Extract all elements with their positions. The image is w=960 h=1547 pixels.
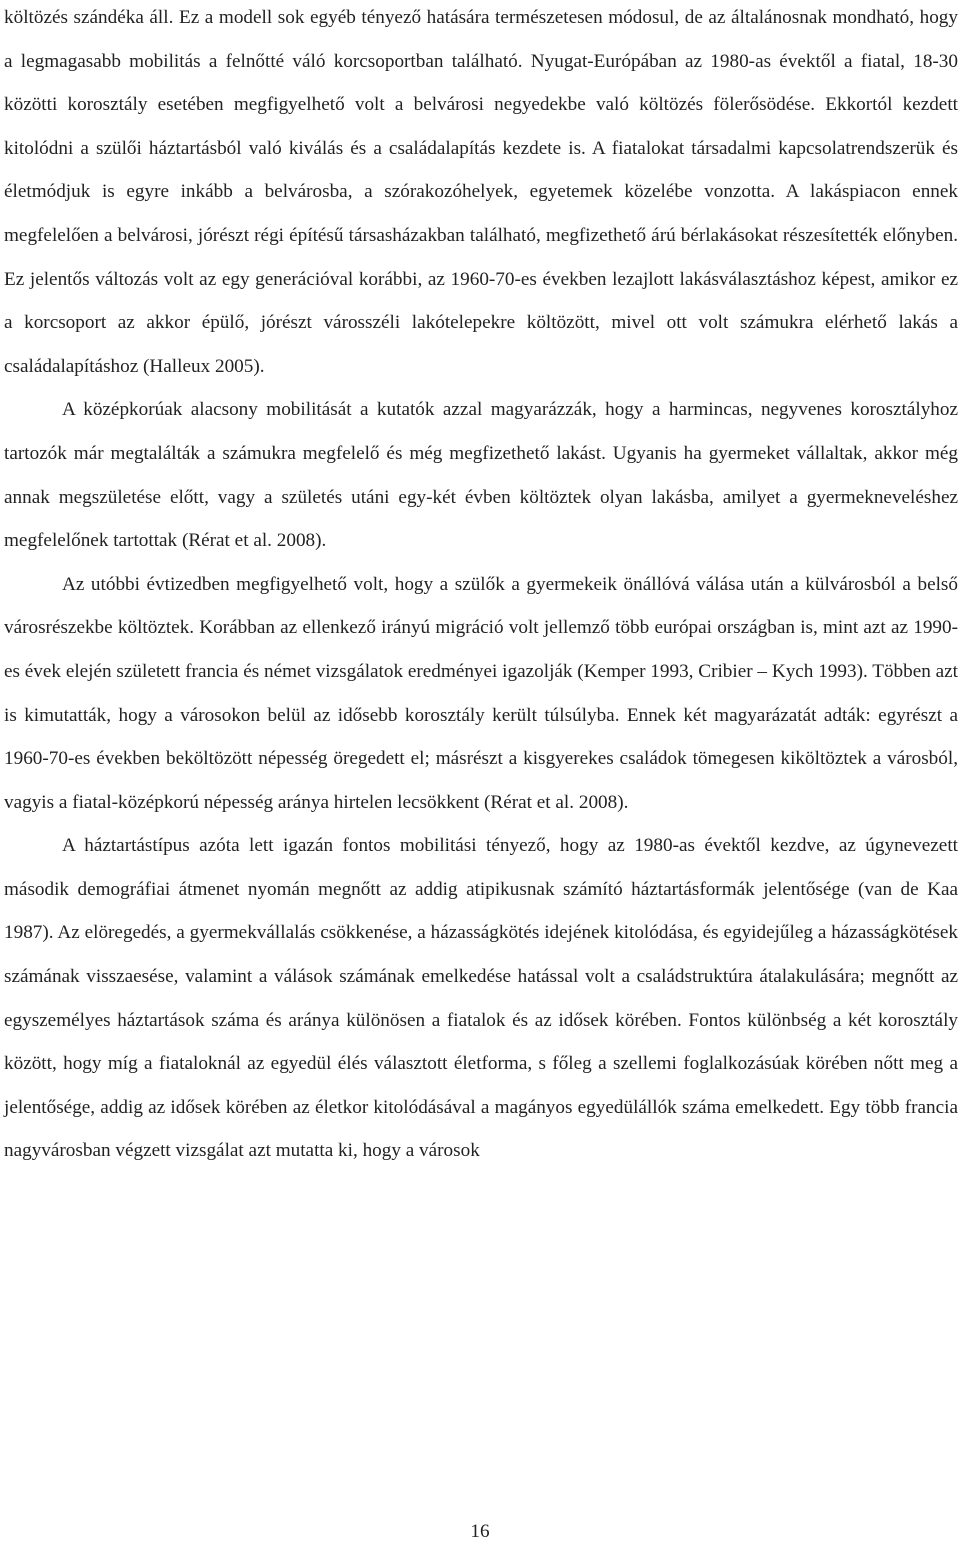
body-text [4,0,958,1173]
paragraph-4: A háztartástípus azóta lett igazán fontos mobilitási tényező, hogy az 1980-as évektől kezdve, az úgynevezett második demográfiai átmenet nyomán megnőtt az addig atipikusnak számító háztartásformák jelentősége (van de Kaa 1987). Az elöregedés, a gyermekvállalás csökkenése, a házasságkötés idejének kitolódása, és egyidejűleg a házasságkötések számának visszaesése, valamint a válások számának emelkedése hatással volt a családstruktúra átalakulására; megnőtt az egyszemélyes háztartások száma és aránya különösen a fiatalok és az idősek körében. Fontos különbség a két korosztály között, hogy míg a fiataloknál az egyedül élés választott életforma, s főleg a szellemi foglalkozásúak körében nőtt meg a jelentősége, addig az idősek körében az életkor kitolódásával a magányos egyedülállók száma emelkedett. Egy több francia nagyvárosban végzett vizsgálat azt mutatta ki, hogy a városok [4,835,958,1162]
paragraph-1: költözés szándéka áll. Ez a modell sok egyéb tényező hatására természetesen módosul, de az általánosnak mondható, hogy a legmagasabb mobilitás a felnőtté váló korcsoportban található. Nyugat-Európában az 1980-as évektől a fiatal, 18-30 közötti korosztály esetében megfigyelhető volt a belvárosi negyedekbe való költözés fölerősödése. Ekkortól kezdett kitolódni a szülői háztartásból való kiválás és a családalapítás kezdete is. A fiatalokat társadalmi kapcsolatrendszerük és életmódjuk is egyre inkább a belvárosba, a szórakozóhelyek, egyetemek közelébe vonzotta. A lakáspiacon ennek megfelelően a belvárosi, jórészt régi építésű társasházakban található, megfizethető árú bérlakásokat részesítették előnyben. Ez jelentős változás volt az egy generációval korábbi, az 1960-70-es években lezajlott lakásválasztáshoz képest, amikor ez a korcsoport az akkor épülő, jórészt városszéli lakótelepekre költözött, mivel ott volt számukra elérhető lakás a családalapításhoz (Halleux 2005). [4,7,958,377]
page-number: 16 [470,1521,490,1542]
paragraph-3: Az utóbbi évtizedben megfigyelhető volt, hogy a szülők a gyermekeik önállóvá válása után a külvárosból a belső városrészekbe költöztek. Korábban az ellenkező irányú migráció volt jellemző több európai országban is, mint azt az 1990-es évek elején született francia és német vizsgálatok eredményei igazolják (Kemper 1993, Cribier – Kych 1993). Többen azt is kimutatták, hogy a városokon belül az idősebb korosztály került túlsúlyba. Ennek két magyarázatát adták: egyrészt a 1960-70-es években beköltözött népesség öregedett el; másrészt a kisgyerekes családok tömegesen kiköltöztek a városból, vagyis a fiatal-középkorú népesség aránya hirtelen lecsökkent (Rérat et al. 2008). [4,573,958,813]
paragraph-2: A középkorúak alacsony mobilitását a kutatók azzal magyarázzák, hogy a harmincas, negyvenes korosztályhoz tartozók már megtalálták a számukra megfelelő és még megfizethető lakást. Ugyanis ha gyermeket vállaltak, akkor még annak megszületése előtt, vagy a születés utáni egy-két évben költöztek olyan lakásba, amilyet a gyermekneveléshez megfelelőnek tartottak (Rérat et al. 2008). [4,399,958,552]
